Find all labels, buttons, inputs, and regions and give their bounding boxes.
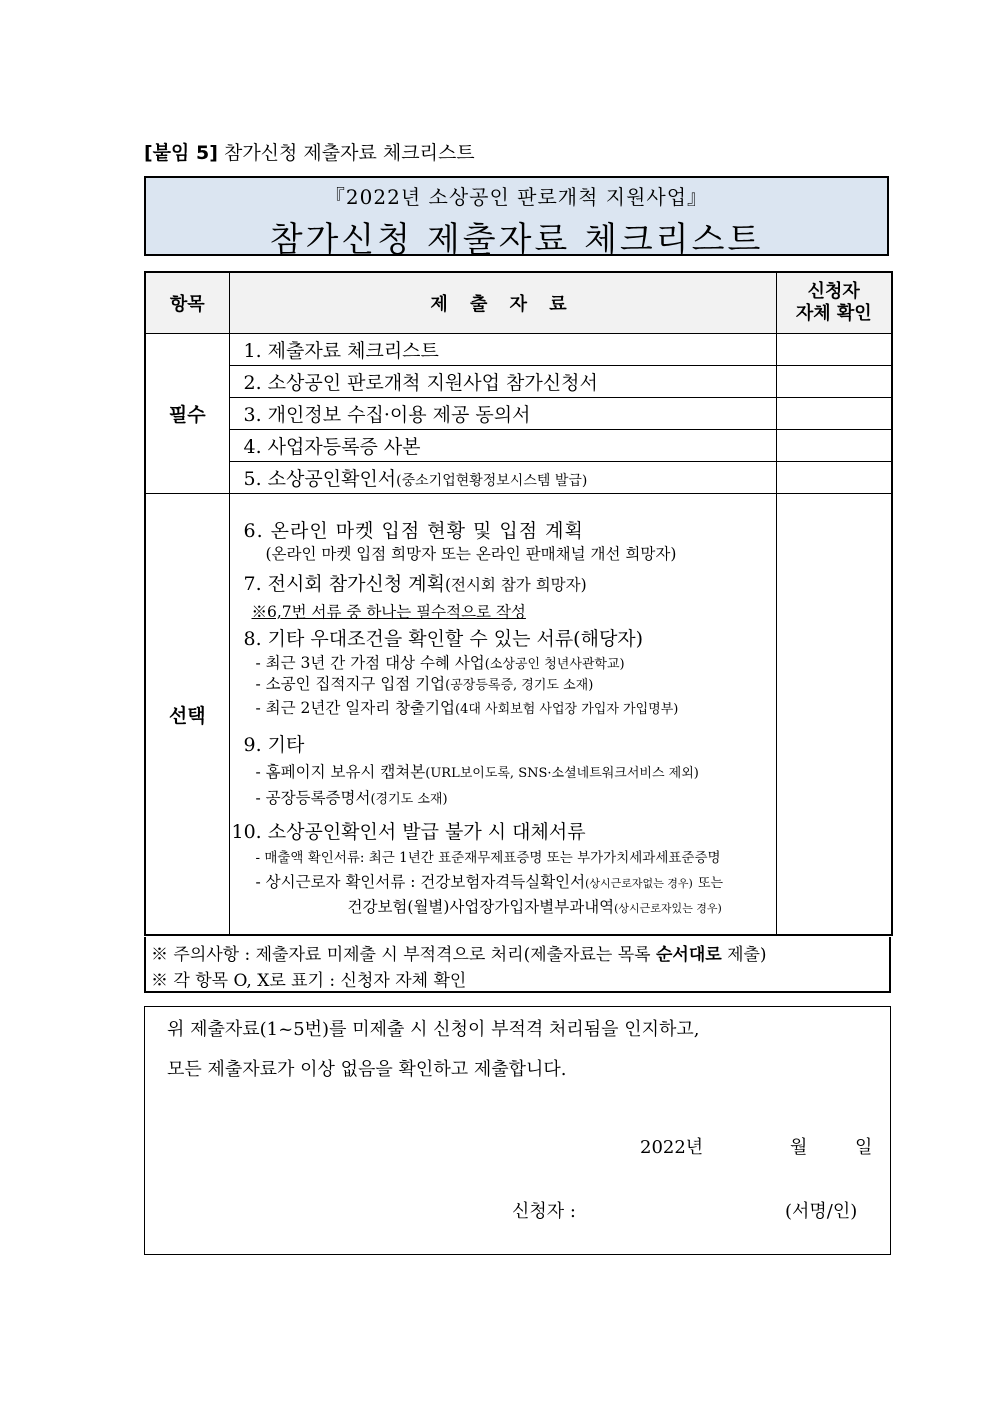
check-cell-2[interactable] [776,366,892,398]
table-row [145,430,892,462]
check-cell-optional[interactable] [776,494,892,936]
check-cell-1[interactable] [776,334,892,366]
category-optional: 선택 [145,494,229,936]
table-row [145,494,892,936]
optional-item-9b: - 공장등록증명서(경기도 소재) [255,789,448,807]
required-item-5-note: (중소기업현황정보시스템 발급) [396,473,588,489]
header-documents: 제 출 자 료 [229,272,776,334]
optional-item-7-line: 7. 전시회 참가신청 계획(전시회 참가 희망자) [243,573,587,595]
check-cell-5[interactable] [776,462,892,494]
optional-item-8b: - 소공인 집적지구 입점 기업(공장등록증, 경기도 소재) [255,675,594,693]
confirmation-line-2: 모든 제출자료가 이상 없음을 확인하고 제출합니다. [167,1059,567,1080]
optional-item-10a: - 매출액 확인서류: 최근 1년간 표준재무제표증명 또는 부가가치세과세표준증명 [255,850,721,866]
optional-item-9a: - 홈페이지 보유시 캡쳐본(URL보이도록, SNS·소셜네트워크서비스 제외) [255,763,699,781]
required-item-4: 4. 사업자등록증 사본 [229,430,776,462]
optional-item-10b: - 상시근로자 확인서류 : 건강보험자격득실확인서(상시근로자없는 경우) 또는 [255,873,724,891]
table-row [145,398,892,430]
category-required: 필수 [145,334,229,494]
date-month: 월 [790,1137,808,1158]
required-item-3: 3. 개인정보 수집·이용 제공 동의서 [229,398,776,430]
optional-item-10c: 건강보험(월별)사업장가입자별부과내역(상시근로자있는 경우) [347,898,722,916]
applicant-label: 신청자 : [512,1201,576,1222]
optional-item-8a: - 최근 3년 간 가점 대상 수혜 사업(소상공인 청년사관학교) [255,654,625,672]
checklist-table [144,271,893,936]
header-check-line1: 신청자 [807,281,860,302]
applicant-name-field[interactable] [613,1193,773,1219]
program-subtitle: 『2022년 소상공인 판로개척 지원사업』 [324,185,709,209]
table-row [145,334,892,366]
title-box [144,176,889,260]
attachment-title: 참가신청 제출자료 체크리스트 [223,142,475,164]
page-title: 참가신청 제출자료 체크리스트 [269,220,764,260]
signature-label: (서명/인) [785,1201,858,1222]
optional-item-6: 6. 온라인 마켓 입점 현황 및 입점 계획 [243,520,584,542]
optional-item-6-note: (온라인 마켓 입점 희망자 또는 온라인 판매채널 개선 희망자) [265,545,677,563]
notes-box [144,937,891,993]
confirmation-line-1: 위 제출자료(1~5번)를 미제출 시 신청이 부적격 처리됨을 인지하고, [167,1019,700,1040]
header-category: 항목 [145,272,229,334]
optional-item-9: 9. 기타 [243,734,305,756]
optional-item-8c: - 최근 2년간 일자리 창출기업(4대 사회보험 사업장 가입자 가입명부) [255,699,679,717]
date-day: 일 [855,1137,873,1158]
check-cell-3[interactable] [776,398,892,430]
attachment-label: [붙임 5] [144,142,218,164]
optional-item-67-note: ※6,7번 서류 중 하나는 필수적으로 작성 [251,603,526,621]
attachment-heading [144,138,475,165]
optional-items [229,494,776,936]
required-item-1: 1. 제출자료 체크리스트 [229,334,776,366]
header-self-check [776,272,892,334]
note-line-2: ※ 각 항목 O, X로 표기 : 신청자 자체 확인 [151,971,467,991]
note-emphasis: 순서대로 [655,945,722,965]
required-item-5: 5. 소상공인확인서(중소기업현황정보시스템 발급) [229,462,776,494]
required-item-2: 2. 소상공인 판로개척 지원사업 참가신청서 [229,366,776,398]
check-cell-4[interactable] [776,430,892,462]
note-line-1: ※ 주의사항 : 제출자료 미제출 시 부적격으로 처리(제출자료는 목록 순서대로 제출) [151,945,767,965]
optional-item-10: 10. 소상공인확인서 발급 불가 시 대체서류 [231,821,586,843]
table-row [145,462,892,494]
table-header-row [145,272,892,334]
header-check-line2: 자체 확인 [795,303,872,324]
table-row [145,366,892,398]
optional-item-8: 8. 기타 우대조건을 확인할 수 있는 서류(해당자) [243,628,644,650]
date-year: 2022년 [640,1137,704,1158]
confirmation-box [144,1006,891,1255]
